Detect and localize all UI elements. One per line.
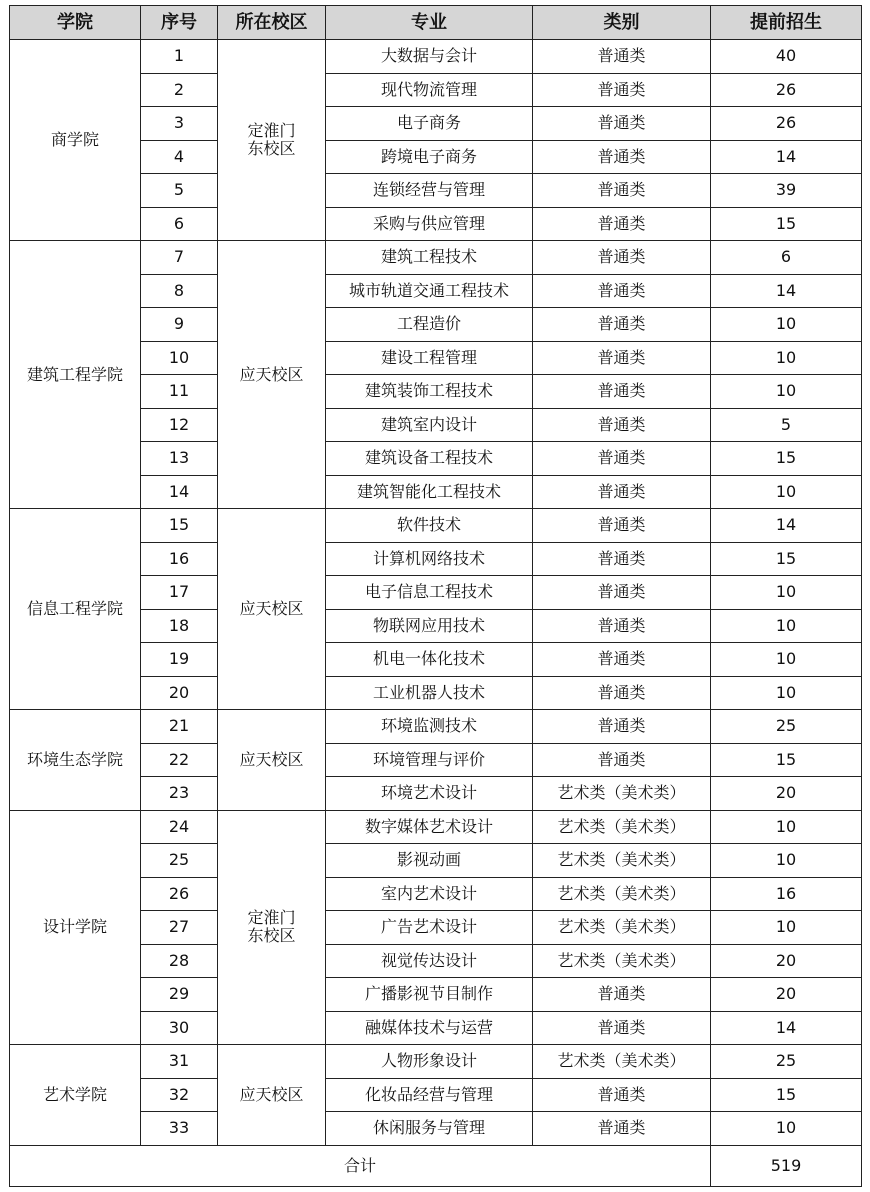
major-cell: 视觉传达设计 bbox=[326, 944, 533, 978]
category-cell: 普通类 bbox=[533, 1011, 711, 1045]
number-cell: 20 bbox=[141, 676, 218, 710]
category-cell: 艺术类（美术类） bbox=[533, 777, 711, 811]
quota-cell: 10 bbox=[711, 810, 862, 844]
quota-cell: 15 bbox=[711, 1078, 862, 1112]
header-category: 类别 bbox=[533, 6, 711, 40]
number-cell: 5 bbox=[141, 174, 218, 208]
number-cell: 9 bbox=[141, 308, 218, 342]
category-cell: 普通类 bbox=[533, 207, 711, 241]
quota-cell: 10 bbox=[711, 643, 862, 677]
major-cell: 连锁经营与管理 bbox=[326, 174, 533, 208]
number-cell: 16 bbox=[141, 542, 218, 576]
major-cell: 大数据与会计 bbox=[326, 40, 533, 74]
major-cell: 采购与供应管理 bbox=[326, 207, 533, 241]
quota-cell: 10 bbox=[711, 341, 862, 375]
number-cell: 30 bbox=[141, 1011, 218, 1045]
category-cell: 普通类 bbox=[533, 576, 711, 610]
category-cell: 普通类 bbox=[533, 643, 711, 677]
quota-cell: 10 bbox=[711, 475, 862, 509]
quota-cell: 20 bbox=[711, 777, 862, 811]
number-cell: 4 bbox=[141, 140, 218, 174]
quota-cell: 10 bbox=[711, 844, 862, 878]
major-cell: 电子信息工程技术 bbox=[326, 576, 533, 610]
quota-cell: 15 bbox=[711, 442, 862, 476]
category-cell: 普通类 bbox=[533, 743, 711, 777]
number-cell: 28 bbox=[141, 944, 218, 978]
number-cell: 3 bbox=[141, 107, 218, 141]
category-cell: 普通类 bbox=[533, 676, 711, 710]
campus-cell: 应天校区 bbox=[218, 509, 326, 710]
major-cell: 室内艺术设计 bbox=[326, 877, 533, 911]
major-cell: 休闲服务与管理 bbox=[326, 1112, 533, 1146]
campus-cell: 应天校区 bbox=[218, 241, 326, 509]
category-cell: 普通类 bbox=[533, 375, 711, 409]
category-cell: 艺术类（美术类） bbox=[533, 1045, 711, 1079]
category-cell: 普通类 bbox=[533, 1112, 711, 1146]
college-cell: 建筑工程学院 bbox=[10, 241, 141, 509]
quota-cell: 39 bbox=[711, 174, 862, 208]
major-cell: 广告艺术设计 bbox=[326, 911, 533, 945]
major-cell: 环境监测技术 bbox=[326, 710, 533, 744]
quota-cell: 14 bbox=[711, 509, 862, 543]
header-major: 专业 bbox=[326, 6, 533, 40]
number-cell: 17 bbox=[141, 576, 218, 610]
major-cell: 工程造价 bbox=[326, 308, 533, 342]
quota-cell: 14 bbox=[711, 274, 862, 308]
number-cell: 18 bbox=[141, 609, 218, 643]
number-cell: 2 bbox=[141, 73, 218, 107]
quota-cell: 10 bbox=[711, 375, 862, 409]
major-cell: 软件技术 bbox=[326, 509, 533, 543]
major-cell: 广播影视节目制作 bbox=[326, 978, 533, 1012]
major-cell: 物联网应用技术 bbox=[326, 609, 533, 643]
quota-cell: 15 bbox=[711, 743, 862, 777]
category-cell: 普通类 bbox=[533, 73, 711, 107]
quota-cell: 14 bbox=[711, 1011, 862, 1045]
total-row bbox=[10, 1145, 862, 1186]
major-cell: 环境艺术设计 bbox=[326, 777, 533, 811]
major-cell: 建筑工程技术 bbox=[326, 241, 533, 275]
category-cell: 普通类 bbox=[533, 241, 711, 275]
quota-cell: 20 bbox=[711, 944, 862, 978]
category-cell: 普通类 bbox=[533, 274, 711, 308]
quota-cell: 26 bbox=[711, 107, 862, 141]
number-cell: 25 bbox=[141, 844, 218, 878]
table-row bbox=[10, 241, 862, 275]
table-row bbox=[10, 1045, 862, 1079]
category-cell: 普通类 bbox=[533, 107, 711, 141]
number-cell: 29 bbox=[141, 978, 218, 1012]
major-cell: 影视动画 bbox=[326, 844, 533, 878]
number-cell: 6 bbox=[141, 207, 218, 241]
college-cell: 信息工程学院 bbox=[10, 509, 141, 710]
header-number: 序号 bbox=[141, 6, 218, 40]
category-cell: 普通类 bbox=[533, 509, 711, 543]
campus-cell: 应天校区 bbox=[218, 710, 326, 811]
number-cell: 26 bbox=[141, 877, 218, 911]
category-cell: 普通类 bbox=[533, 542, 711, 576]
major-cell: 跨境电子商务 bbox=[326, 140, 533, 174]
quota-cell: 10 bbox=[711, 1112, 862, 1146]
enrollment-table bbox=[9, 5, 862, 1187]
quota-cell: 10 bbox=[711, 676, 862, 710]
category-cell: 艺术类（美术类） bbox=[533, 810, 711, 844]
number-cell: 15 bbox=[141, 509, 218, 543]
category-cell: 艺术类（美术类） bbox=[533, 844, 711, 878]
number-cell: 10 bbox=[141, 341, 218, 375]
number-cell: 27 bbox=[141, 911, 218, 945]
category-cell: 普通类 bbox=[533, 978, 711, 1012]
table-body bbox=[10, 40, 862, 1146]
number-cell: 21 bbox=[141, 710, 218, 744]
header-campus: 所在校区 bbox=[218, 6, 326, 40]
number-cell: 12 bbox=[141, 408, 218, 442]
category-cell: 普通类 bbox=[533, 341, 711, 375]
quota-cell: 5 bbox=[711, 408, 862, 442]
quota-cell: 15 bbox=[711, 207, 862, 241]
quota-cell: 16 bbox=[711, 877, 862, 911]
quota-cell: 20 bbox=[711, 978, 862, 1012]
number-cell: 32 bbox=[141, 1078, 218, 1112]
major-cell: 数字媒体艺术设计 bbox=[326, 810, 533, 844]
major-cell: 化妆品经营与管理 bbox=[326, 1078, 533, 1112]
quota-cell: 26 bbox=[711, 73, 862, 107]
quota-cell: 10 bbox=[711, 576, 862, 610]
major-cell: 计算机网络技术 bbox=[326, 542, 533, 576]
college-cell: 商学院 bbox=[10, 40, 141, 241]
total-label: 合计 bbox=[10, 1145, 711, 1186]
header-row bbox=[10, 6, 862, 40]
major-cell: 建筑设备工程技术 bbox=[326, 442, 533, 476]
number-cell: 7 bbox=[141, 241, 218, 275]
quota-cell: 15 bbox=[711, 542, 862, 576]
number-cell: 8 bbox=[141, 274, 218, 308]
college-cell: 环境生态学院 bbox=[10, 710, 141, 811]
number-cell: 11 bbox=[141, 375, 218, 409]
major-cell: 城市轨道交通工程技术 bbox=[326, 274, 533, 308]
major-cell: 建筑装饰工程技术 bbox=[326, 375, 533, 409]
major-cell: 人物形象设计 bbox=[326, 1045, 533, 1079]
major-cell: 现代物流管理 bbox=[326, 73, 533, 107]
number-cell: 23 bbox=[141, 777, 218, 811]
major-cell: 融媒体技术与运营 bbox=[326, 1011, 533, 1045]
category-cell: 艺术类（美术类） bbox=[533, 911, 711, 945]
college-cell: 艺术学院 bbox=[10, 1045, 141, 1146]
number-cell: 1 bbox=[141, 40, 218, 74]
header-early-enrollment: 提前招生 bbox=[711, 6, 862, 40]
category-cell: 普通类 bbox=[533, 140, 711, 174]
quota-cell: 25 bbox=[711, 710, 862, 744]
major-cell: 工业机器人技术 bbox=[326, 676, 533, 710]
major-cell: 建筑室内设计 bbox=[326, 408, 533, 442]
category-cell: 普通类 bbox=[533, 408, 711, 442]
number-cell: 24 bbox=[141, 810, 218, 844]
category-cell: 艺术类（美术类） bbox=[533, 877, 711, 911]
campus-cell: 定淮门 东校区 bbox=[218, 40, 326, 241]
campus-cell: 定淮门 东校区 bbox=[218, 810, 326, 1045]
major-cell: 建设工程管理 bbox=[326, 341, 533, 375]
category-cell: 普通类 bbox=[533, 40, 711, 74]
quota-cell: 25 bbox=[711, 1045, 862, 1079]
quota-cell: 10 bbox=[711, 609, 862, 643]
table-row bbox=[10, 40, 862, 74]
table-row bbox=[10, 509, 862, 543]
quota-cell: 40 bbox=[711, 40, 862, 74]
category-cell: 普通类 bbox=[533, 174, 711, 208]
category-cell: 普通类 bbox=[533, 609, 711, 643]
number-cell: 31 bbox=[141, 1045, 218, 1079]
table-row bbox=[10, 710, 862, 744]
number-cell: 19 bbox=[141, 643, 218, 677]
category-cell: 普通类 bbox=[533, 1078, 711, 1112]
campus-cell: 应天校区 bbox=[218, 1045, 326, 1146]
total-value: 519 bbox=[711, 1145, 862, 1186]
category-cell: 普通类 bbox=[533, 475, 711, 509]
quota-cell: 6 bbox=[711, 241, 862, 275]
college-cell: 设计学院 bbox=[10, 810, 141, 1045]
quota-cell: 14 bbox=[711, 140, 862, 174]
category-cell: 普通类 bbox=[533, 308, 711, 342]
category-cell: 普通类 bbox=[533, 710, 711, 744]
header-college: 学院 bbox=[10, 6, 141, 40]
quota-cell: 10 bbox=[711, 308, 862, 342]
major-cell: 电子商务 bbox=[326, 107, 533, 141]
table-row bbox=[10, 810, 862, 844]
category-cell: 普通类 bbox=[533, 442, 711, 476]
number-cell: 33 bbox=[141, 1112, 218, 1146]
major-cell: 机电一体化技术 bbox=[326, 643, 533, 677]
major-cell: 建筑智能化工程技术 bbox=[326, 475, 533, 509]
number-cell: 22 bbox=[141, 743, 218, 777]
major-cell: 环境管理与评价 bbox=[326, 743, 533, 777]
quota-cell: 10 bbox=[711, 911, 862, 945]
number-cell: 14 bbox=[141, 475, 218, 509]
number-cell: 13 bbox=[141, 442, 218, 476]
category-cell: 艺术类（美术类） bbox=[533, 944, 711, 978]
